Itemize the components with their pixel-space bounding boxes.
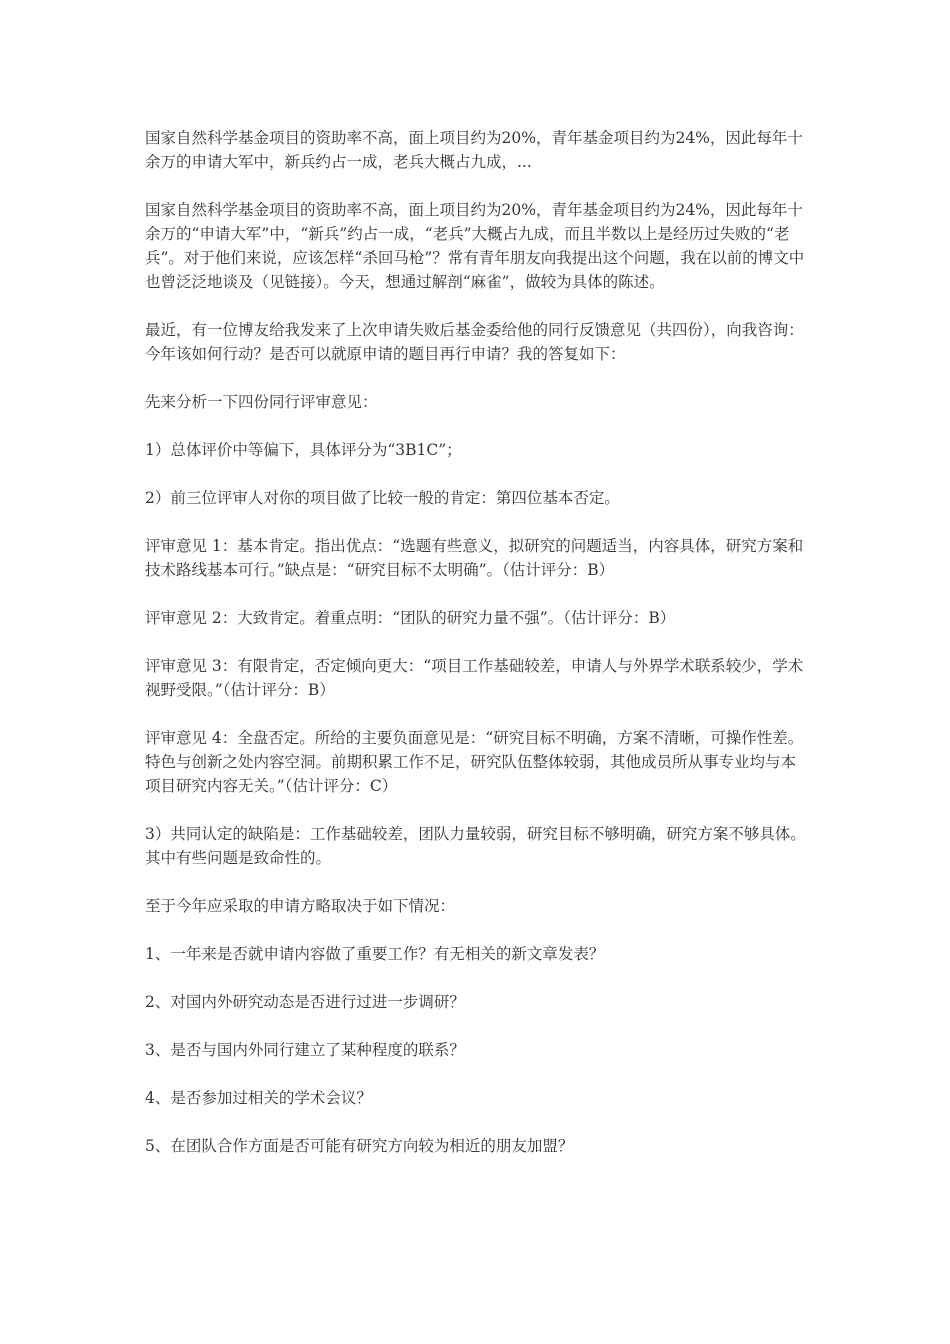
paragraph-analysis-heading: 先来分析一下四份同行评审意见： [145,393,378,411]
paragraph-question-4: 4、是否参加过相关的学术会议？ [145,1089,372,1107]
paragraph-strategy-heading: 至于今年应采取的申请方略取决于如下情况： [145,897,456,915]
paragraph-question-2: 2、对国内外研究动态是否进行过进一步调研？ [145,993,465,1011]
paragraph-review-2: 评审意见 2：大致肯定。着重点明：“团队的研究力量不强”。（估计评分：B） [145,609,676,627]
document-body [145,126,810,1182]
paragraph-question-3: 3、是否与国内外同行建立了某种程度的联系？ [145,1041,465,1059]
paragraph-intro-full: 国家自然科学基金项目的资助率不高，面上项目约为20%，青年基金项目约为24%，因此每年十余万的“申请大军”中，“新兵”约占一成，“老兵”大概占九成，而且半数以上是经历过失败的“老兵”。对于他们来说，应该怎样“杀回马枪”？常有青年朋友向我提出这个问题，我在以前的博文中也曾泛泛地谈及（见链接）。今天，想通过解剖“麻雀”，做较为具体的陈述。 [145,201,805,291]
paragraph-review-3: 评审意见 3：有限肯定，否定倾向更大：“项目工作基础较差，申请人与外界学术联系较少，学术视野受限。”（估计评分：B） [145,657,804,699]
paragraph-point-2: 2）前三位评审人对你的项目做了比较一般的肯定：第四位基本否定。 [145,489,620,507]
paragraph-intro-summary: 国家自然科学基金项目的资助率不高，面上项目约为20%，青年基金项目约为24%，因此每年十余万的申请大军中，新兵约占一成，老兵大概占九成，... [145,129,803,171]
paragraph-review-4: 评审意见 4：全盘否定。所给的主要负面意见是：“研究目标不明确，方案不清晰，可操作性差。特色与创新之处内容空洞。前期积累工作不足，研究队伍整体较弱，其他成员所从事专业均与本项目研究内容无关。”（估计评分：C） [145,729,804,795]
paragraph-question-5: 5、在团队合作方面是否可能有研究方向较为相近的朋友加盟？ [145,1137,574,1155]
paragraph-context: 最近，有一位博友给我发来了上次申请失败后基金委给他的同行反馈意见（共四份），向我咨询：今年该如何行动？是否可以就原申请的题目再行申请？我的答复如下： [145,321,804,363]
paragraph-review-1: 评审意见 1：基本肯定。指出优点：“选题有些意义，拟研究的问题适当，内容具体，研究方案和技术路线基本可行。”缺点是：“研究目标不太明确”。（估计评分：B） [145,537,804,579]
paragraph-point-3: 3）共同认定的缺陷是：工作基础较差，团队力量较弱，研究目标不够明确，研究方案不够具体。其中有些问题是致命性的。 [145,825,806,867]
paragraph-point-1: 1）总体评价中等偏下，具体评分为“3B1C”； [145,441,462,459]
paragraph-question-1: 1、一年来是否就申请内容做了重要工作？有无相关的新文章发表？ [145,945,605,963]
